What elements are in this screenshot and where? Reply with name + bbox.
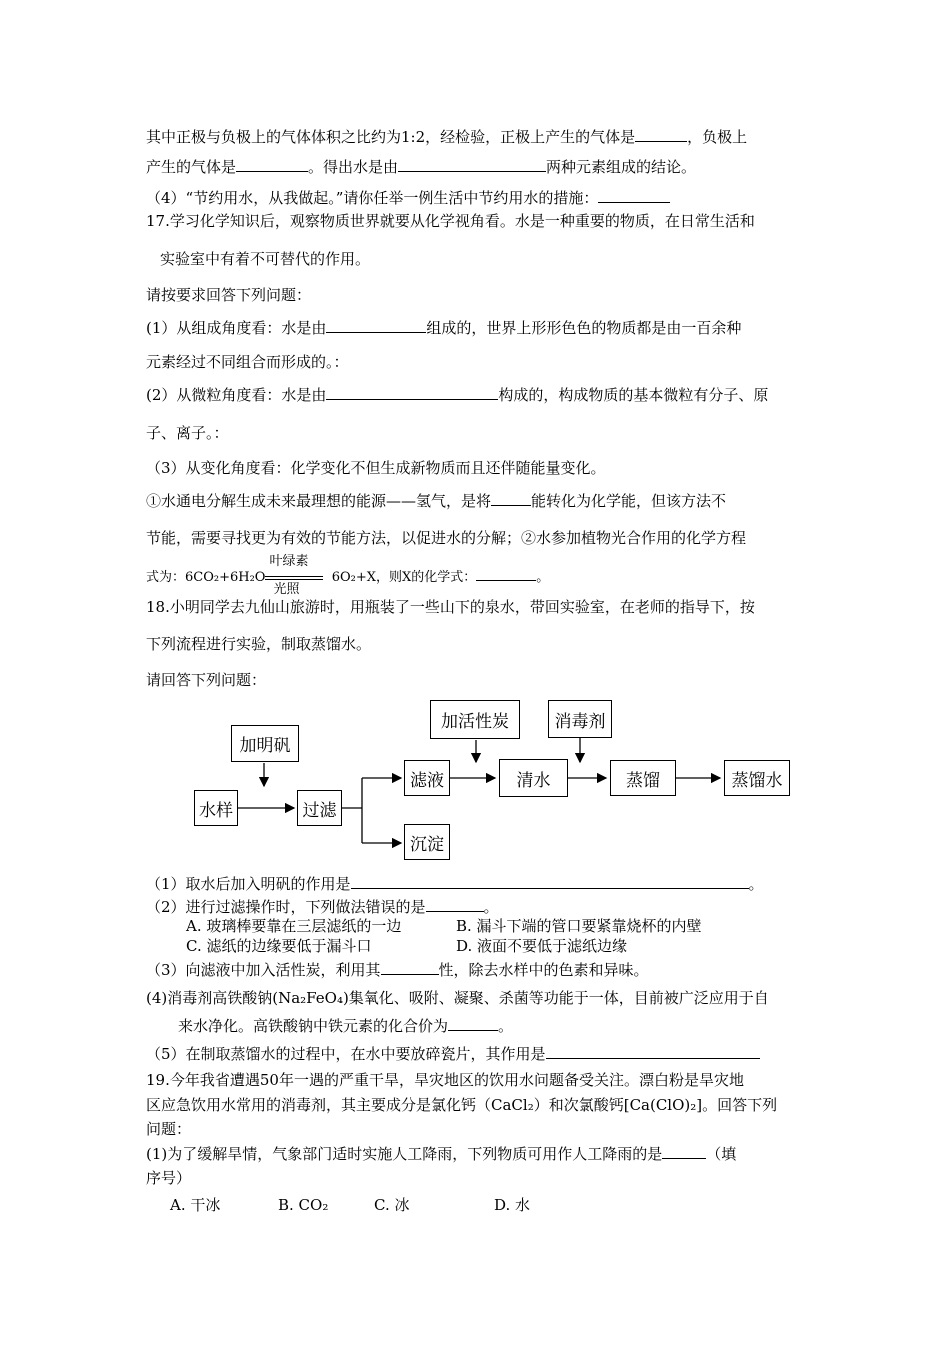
flow-step-distilled-water: 蒸馏水 bbox=[724, 760, 790, 796]
answer-blank[interactable] bbox=[448, 1016, 498, 1031]
text-line: 下列流程进行实验，制取蒸馏水。 bbox=[146, 635, 372, 653]
option-b[interactable]: B. 漏斗下端的管口要紧靠烧杯的内壁 bbox=[456, 917, 702, 935]
text-line: 实验室中有着不可替代的作用。 bbox=[160, 250, 371, 268]
text-line: ①水通电分解生成未来最理想的能源——氢气，是将 能转化为化学能，但该方法不 bbox=[146, 492, 727, 510]
equation-line: 式为：6CO₂+6H₂O $\frac{\text{叶绿素}}{\text{光照}}$ 6O₂+X，则X的化学式： 。 bbox=[146, 553, 550, 597]
text-line: (4)消毒剂高铁酸钠(Na₂FeO₄)集氧化、吸附、凝聚、杀菌等功能于一体，目前被广泛应用于自 bbox=[146, 989, 769, 1007]
question-19-title: 19.今年我省遭遇50年一遇的严重干旱，旱灾地区的饮用水问题备受关注。漂白粉是旱灾地 bbox=[146, 1071, 744, 1089]
question-18-title: 18.小明同学去九仙山旅游时，用瓶装了一些山下的泉水，带回实验室，在老师的指导下，按 bbox=[146, 598, 755, 616]
flow-step-distill: 蒸馏 bbox=[610, 760, 676, 796]
text-line: 请回答下列问题： bbox=[146, 671, 267, 689]
option-a[interactable]: A. 干冰 bbox=[170, 1196, 221, 1214]
option-d[interactable]: D. 液面不要低于滤纸边缘 bbox=[456, 937, 628, 955]
text-line: （1）取水后加入明矾的作用是 。 bbox=[146, 875, 764, 893]
reaction-condition: $\frac{\text{叶绿素}}{\text{光照}}$ bbox=[265, 568, 323, 588]
option-c[interactable]: C. 滤纸的边缘要低于漏斗口 bbox=[186, 937, 372, 955]
text-line: 元素经过不同组合而形成的。： bbox=[146, 353, 349, 371]
answer-blank[interactable] bbox=[546, 1044, 760, 1059]
text-line: （4）“节约用水，从我做起。”请你任举一例生活中节约用水的措施： bbox=[146, 188, 670, 208]
text-line: 序号） bbox=[146, 1169, 192, 1187]
text-line: （5）在制取蒸馏水的过程中，在水中要放碎瓷片，其作用是 bbox=[146, 1044, 760, 1064]
flow-step-clear-water: 清水 bbox=[499, 759, 568, 797]
text-line: （2）进行过滤操作时，下列做法错误的是 。 bbox=[146, 898, 499, 916]
text-line: 来水净化。高铁酸钠中铁元素的化合价为 。 bbox=[178, 1017, 514, 1035]
text-line: 区应急饮用水常用的消毒剂，其主要成分是氯化钙（CaCl₂）和次氯酸钙[Ca(ClO)₂]。回答下列 bbox=[146, 1096, 778, 1114]
option-a[interactable]: A. 玻璃棒要靠在三层滤纸的一边 bbox=[186, 917, 402, 935]
flow-step-alum: 加明矾 bbox=[231, 725, 299, 762]
flow-step-filtrate: 滤液 bbox=[404, 760, 450, 796]
question-17-title: 17.学习化学知识后，观察物质世界就要从化学视角看。水是一种重要的物质，在日常生活和 bbox=[146, 212, 755, 230]
flow-step-disinfectant: 消毒剂 bbox=[548, 700, 612, 738]
flow-step-sample: 水样 bbox=[194, 790, 238, 826]
answer-blank[interactable] bbox=[662, 1144, 706, 1159]
flow-step-filter: 过滤 bbox=[297, 790, 342, 826]
option-b[interactable]: B. CO₂ bbox=[278, 1196, 329, 1214]
text-line: 其中正极与负极上的气体体积之比约为1:2，经检验，正极上产生的气体是 ，负极上 bbox=[146, 128, 748, 146]
text-line: （3）从变化角度看：化学变化不但生成新物质而且还伴随能量变化。 bbox=[146, 459, 606, 477]
option-d[interactable]: D. 水 bbox=[494, 1196, 531, 1214]
flow-step-carbon: 加活性炭 bbox=[430, 700, 520, 739]
flow-step-precipitate: 沉淀 bbox=[404, 824, 450, 860]
answer-blank[interactable] bbox=[351, 874, 749, 889]
text-line: (1)为了缓解旱情，气象部门适时实施人工降雨，下列物质可用作人工降雨的是 （填 bbox=[146, 1145, 737, 1163]
text-line: 节能，需要寻找更为有效的节能方法，以促进水的分解；②水参加植物光合作用的化学方程 bbox=[146, 529, 747, 547]
text-line: (2）从微粒角度看：水是由 构成的，构成物质的基本微粒有分子、原 bbox=[146, 386, 769, 404]
answer-blank[interactable] bbox=[381, 960, 439, 975]
text-line: 问题： bbox=[146, 1120, 192, 1138]
option-c[interactable]: C. 冰 bbox=[374, 1196, 410, 1214]
text-line: (1）从组成角度看：水是由 组成的，世界上形形色色的物质都是由一百余种 bbox=[146, 319, 742, 337]
text-line: 产生的气体是 。得出水是由 两种元素组成的结论。 bbox=[146, 158, 697, 176]
text-line: 子、离子。： bbox=[146, 424, 229, 442]
answer-blank[interactable] bbox=[426, 897, 484, 912]
text-line: （3）向滤液中加入活性炭，利用其 性，除去水样中的色素和异味。 bbox=[146, 961, 649, 979]
text-line: 请按要求回答下列问题： bbox=[146, 286, 312, 304]
